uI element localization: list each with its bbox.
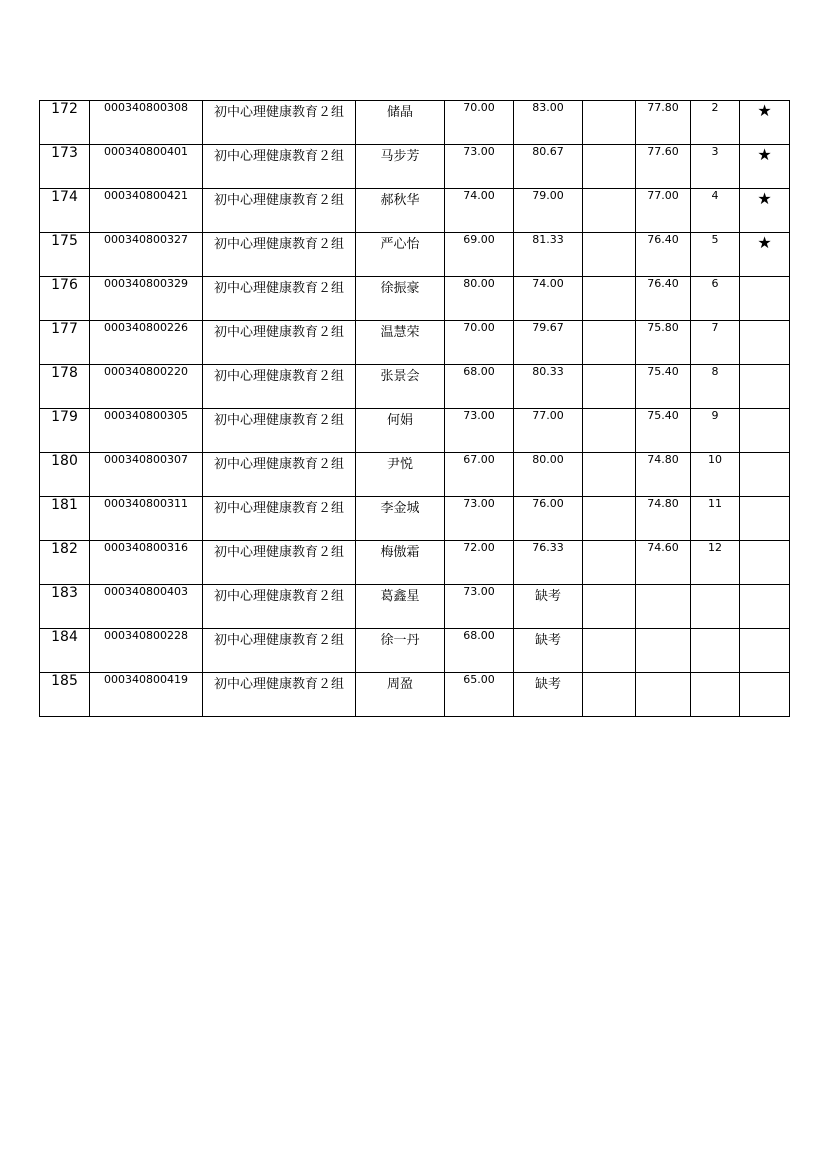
written-score: 72.00 [445,541,514,585]
selected-star-icon [740,365,790,409]
candidate-id: 000340800305 [90,409,203,453]
candidate-name: 李金城 [356,497,445,541]
total-score: 76.40 [636,277,691,321]
exam-group: 初中心理健康教育２组 [203,145,356,189]
exam-group: 初中心理健康教育２组 [203,233,356,277]
selected-star-icon: ★ [740,189,790,233]
interview-score: 80.33 [514,365,583,409]
candidate-id: 000340800307 [90,453,203,497]
candidate-id: 000340800311 [90,497,203,541]
candidate-id: 000340800403 [90,585,203,629]
candidate-name: 储晶 [356,101,445,145]
blank-cell [583,233,636,277]
total-score: 77.00 [636,189,691,233]
selected-star-icon [740,409,790,453]
candidate-name: 尹悦 [356,453,445,497]
blank-cell [583,189,636,233]
total-score: 77.60 [636,145,691,189]
blank-cell [583,673,636,717]
total-score: 74.80 [636,453,691,497]
row-number: 176 [40,277,90,321]
candidate-id: 000340800308 [90,101,203,145]
row-number: 179 [40,409,90,453]
interview-score: 79.67 [514,321,583,365]
written-score: 80.00 [445,277,514,321]
row-number: 185 [40,673,90,717]
row-number: 173 [40,145,90,189]
rank: 10 [691,453,740,497]
exam-group: 初中心理健康教育２组 [203,629,356,673]
rank: 4 [691,189,740,233]
candidate-id: 000340800228 [90,629,203,673]
rank: 9 [691,409,740,453]
candidate-name: 严心怡 [356,233,445,277]
selected-star-icon: ★ [740,233,790,277]
candidate-id: 000340800220 [90,365,203,409]
interview-score: 77.00 [514,409,583,453]
total-score: 75.40 [636,409,691,453]
table-row [40,453,790,497]
blank-cell [583,277,636,321]
total-score: 74.60 [636,541,691,585]
row-number: 177 [40,321,90,365]
selected-star-icon [740,541,790,585]
blank-cell [583,321,636,365]
table-row [40,585,790,629]
written-score: 68.00 [445,629,514,673]
candidate-id: 000340800401 [90,145,203,189]
candidate-name: 周盈 [356,673,445,717]
selected-star-icon [740,629,790,673]
table-row [40,629,790,673]
selected-star-icon [740,321,790,365]
rank: 11 [691,497,740,541]
blank-cell [583,585,636,629]
blank-cell [583,541,636,585]
candidate-name: 徐振豪 [356,277,445,321]
total-score: 76.40 [636,233,691,277]
table-row [40,673,790,717]
table-row [40,365,790,409]
row-number: 182 [40,541,90,585]
written-score: 65.00 [445,673,514,717]
total-score [636,673,691,717]
total-score: 75.40 [636,365,691,409]
blank-cell [583,365,636,409]
total-score [636,629,691,673]
interview-score: 79.00 [514,189,583,233]
table-row [40,321,790,365]
rank: 12 [691,541,740,585]
blank-cell [583,497,636,541]
row-number: 184 [40,629,90,673]
candidate-id: 000340800327 [90,233,203,277]
written-score: 73.00 [445,409,514,453]
row-number: 175 [40,233,90,277]
table-body [40,101,790,717]
interview-score: 80.67 [514,145,583,189]
candidate-name: 张景会 [356,365,445,409]
row-number: 181 [40,497,90,541]
selected-star-icon [740,673,790,717]
candidate-name: 郝秋华 [356,189,445,233]
exam-group: 初中心理健康教育２组 [203,409,356,453]
exam-group: 初中心理健康教育２组 [203,101,356,145]
selected-star-icon: ★ [740,145,790,189]
row-number: 178 [40,365,90,409]
blank-cell [583,629,636,673]
table-row [40,233,790,277]
rank: 8 [691,365,740,409]
row-number: 183 [40,585,90,629]
table-row [40,497,790,541]
written-score: 73.00 [445,145,514,189]
selected-star-icon: ★ [740,101,790,145]
candidate-id: 000340800226 [90,321,203,365]
table-row [40,189,790,233]
candidate-name: 徐一丹 [356,629,445,673]
exam-group: 初中心理健康教育２组 [203,277,356,321]
table-row [40,145,790,189]
rank [691,629,740,673]
rank: 6 [691,277,740,321]
interview-score: 76.33 [514,541,583,585]
candidate-id: 000340800329 [90,277,203,321]
selected-star-icon [740,497,790,541]
written-score: 73.00 [445,497,514,541]
table-row [40,277,790,321]
interview-score: 80.00 [514,453,583,497]
exam-group: 初中心理健康教育２组 [203,189,356,233]
exam-group: 初中心理健康教育２组 [203,673,356,717]
written-score: 73.00 [445,585,514,629]
written-score: 70.00 [445,101,514,145]
rank: 7 [691,321,740,365]
rank: 2 [691,101,740,145]
score-table [39,100,790,717]
row-number: 180 [40,453,90,497]
exam-group: 初中心理健康教育２组 [203,541,356,585]
table-row [40,541,790,585]
blank-cell [583,453,636,497]
row-number: 172 [40,101,90,145]
rank [691,585,740,629]
interview-score: 83.00 [514,101,583,145]
exam-group: 初中心理健康教育２组 [203,453,356,497]
written-score: 74.00 [445,189,514,233]
table-row [40,409,790,453]
total-score: 74.80 [636,497,691,541]
interview-score: 76.00 [514,497,583,541]
candidate-id: 000340800316 [90,541,203,585]
blank-cell [583,101,636,145]
blank-cell [583,409,636,453]
written-score: 67.00 [445,453,514,497]
total-score: 75.80 [636,321,691,365]
candidate-name: 梅傲霜 [356,541,445,585]
exam-group: 初中心理健康教育２组 [203,497,356,541]
total-score [636,585,691,629]
written-score: 68.00 [445,365,514,409]
table-row [40,101,790,145]
written-score: 69.00 [445,233,514,277]
exam-group: 初中心理健康教育２组 [203,321,356,365]
exam-group: 初中心理健康教育２组 [203,585,356,629]
selected-star-icon [740,277,790,321]
written-score: 70.00 [445,321,514,365]
candidate-id: 000340800419 [90,673,203,717]
interview-score: 缺考 [514,585,583,629]
blank-cell [583,145,636,189]
interview-score: 缺考 [514,673,583,717]
selected-star-icon [740,453,790,497]
selected-star-icon [740,585,790,629]
row-number: 174 [40,189,90,233]
rank [691,673,740,717]
candidate-name: 温慧荣 [356,321,445,365]
rank: 5 [691,233,740,277]
interview-score: 81.33 [514,233,583,277]
exam-group: 初中心理健康教育２组 [203,365,356,409]
interview-score: 缺考 [514,629,583,673]
candidate-name: 马步芳 [356,145,445,189]
rank: 3 [691,145,740,189]
total-score: 77.80 [636,101,691,145]
candidate-name: 何娟 [356,409,445,453]
interview-score: 74.00 [514,277,583,321]
candidate-name: 葛鑫星 [356,585,445,629]
candidate-id: 000340800421 [90,189,203,233]
